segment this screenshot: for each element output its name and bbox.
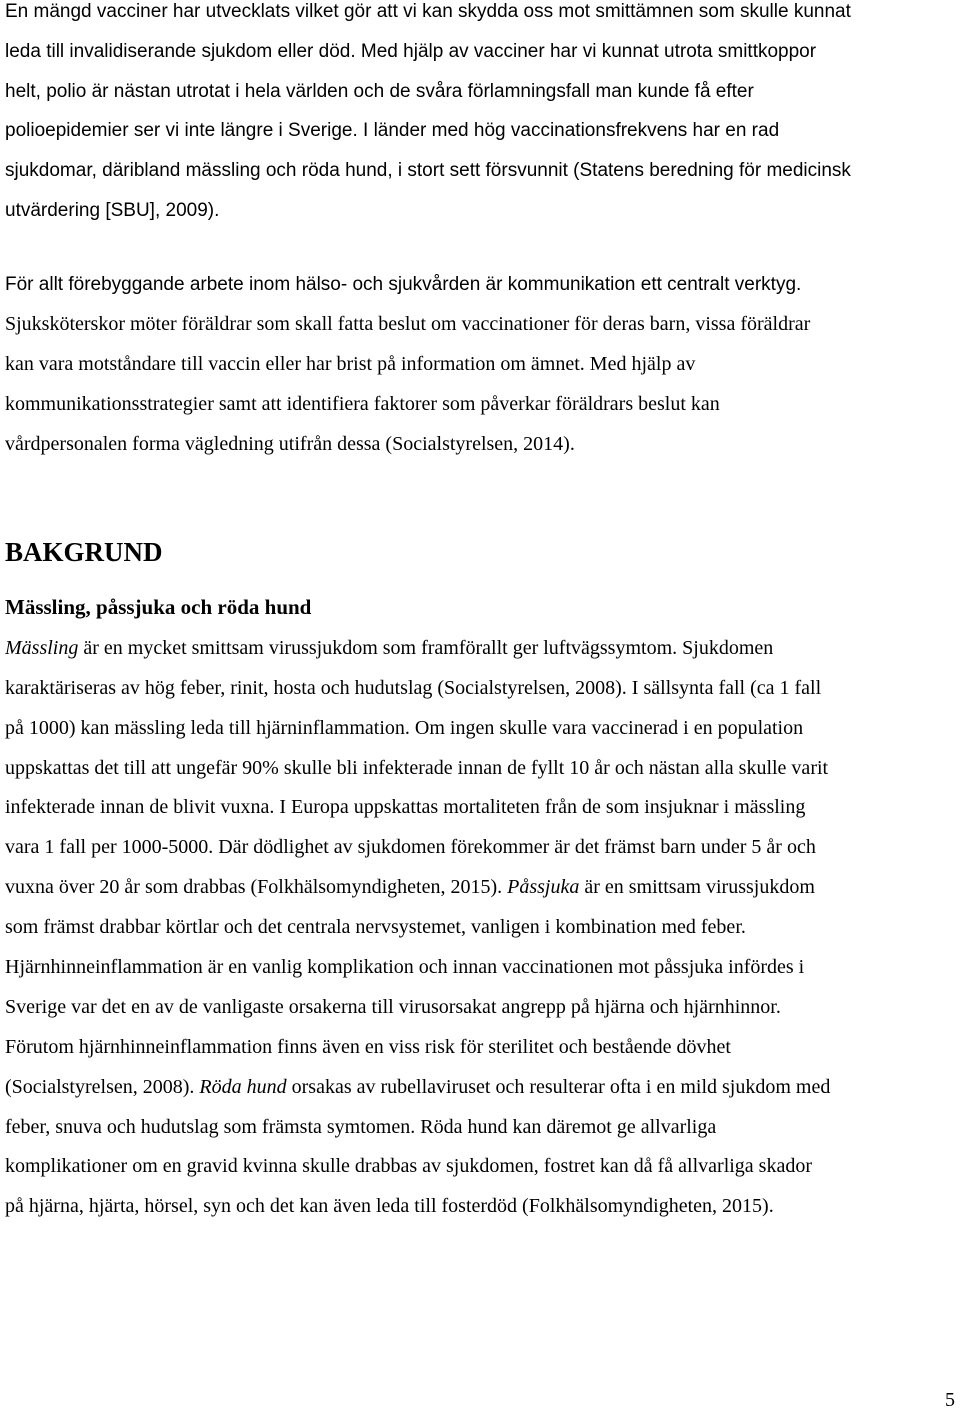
page-number: 5 <box>945 1389 955 1411</box>
communication-line-4: kommunikationsstrategier samt att identifiera faktorer som påverkar föräldrars beslut kan <box>5 393 720 415</box>
body-line-8: som främst drabbar körtlar och det centrala nervsystemet, vanligen i kombination med feber. <box>5 916 746 938</box>
term-passjuka: Påssjuka <box>507 876 580 898</box>
intro-line-1: En mängd vacciner har utvecklats vilket gör att vi kan skydda oss mot smittämnen som skulle kunnat <box>5 1 851 22</box>
intro-line-3: helt, polio är nästan utrotat i hela världen och de svåra förlamningsfall man kunde få efter <box>5 81 754 102</box>
body-line-12-pre: (Socialstyrelsen, 2008). <box>5 1076 200 1098</box>
intro-line-4: polioepidemier ser vi inte längre i Sverige. I länder med hög vaccinationsfrekvens har en rad <box>5 120 780 141</box>
intro-line-2: leda till invalidiserande sjukdom eller död. Med hjälp av vacciner har vi kunnat utrota smittkoppor <box>5 41 817 62</box>
body-line-10: Sverige var det en av de vanligaste orsakerna till virusorsakat angrepp på hjärna och hjärnhinnor. <box>5 996 781 1018</box>
body-line-15: på hjärna, hjärta, hörsel, syn och det kan även leda till fosterdöd (Folkhälsomyndigheten, 2015). <box>5 1195 774 1217</box>
body-line-14: komplikationer om en gravid kvinna skulle drabbas av sjukdomen, fostret kan då få allvarliga skador <box>5 1155 813 1177</box>
body-line-12 <box>5 1075 955 1099</box>
communication-line-5: vårdpersonalen forma vägledning utifrån dessa (Socialstyrelsen, 2014). <box>5 433 575 455</box>
body-line-7-pre: vuxna över 20 år som drabbas (Folkhälsomyndigheten, 2015). <box>5 876 508 898</box>
communication-line-3: kan vara motståndare till vaccin eller har brist på information om ämnet. Med hjälp av <box>5 353 696 375</box>
body-line-5: infekterade innan de blivit vuxna. I Europa uppskattas mortaliteten från de som insjuknar i mässling <box>5 796 806 818</box>
subsection-heading: Mässling, påssjuka och röda hund <box>5 595 312 619</box>
body-line-7-post: är en smittsam virussjukdom <box>579 876 815 898</box>
term-roda-hund: Röda hund <box>199 1076 287 1098</box>
body-line-2: karaktäriseras av hög feber, rinit, hosta och hudutslag (Socialstyrelsen, 2008). I sällsynta fall (ca 1 fall <box>5 677 822 699</box>
section-heading: BAKGRUND <box>5 537 163 567</box>
communication-line-1: För allt förebyggande arbete inom hälso- och sjukvården är kommunikation ett centralt verktyg. <box>5 274 802 295</box>
term-massling: Mässling <box>5 637 79 659</box>
communication-line-2: Sjuksköterskor möter föräldrar som skall fatta beslut om vaccinationer för deras barn, vissa föräldrar <box>5 313 811 335</box>
body-line-11: Förutom hjärnhinneinflammation finns även en viss risk för sterilitet och bestående dövhet <box>5 1036 731 1058</box>
body-line-6: vara 1 fall per 1000-5000. Där dödlighet av sjukdomen förekommer är det främst barn under 5 år och <box>5 836 816 858</box>
body-line-1 <box>5 636 955 660</box>
body-line-13: feber, snuva och hudutslag som främsta symtomen. Röda hund kan däremot ge allvarliga <box>5 1116 717 1138</box>
intro-line-5: sjukdomar, däribland mässling och röda hund, i stort sett försvunnit (Statens beredning för medicinsk <box>5 160 851 181</box>
body-line-1-text: är en mycket smittsam virussjukdom som framförallt ger luftvägssymtom. Sjukdomen <box>78 637 774 659</box>
body-line-12-post: orsakas av rubellaviruset och resulterar ofta i en mild sjukdom med <box>286 1076 831 1098</box>
body-line-4: uppskattas det till att ungefär 90% skulle bli infekterade innan de fyllt 10 år och nästan alla skulle varit <box>5 757 829 779</box>
intro-line-6: utvärdering [SBU], 2009). <box>5 200 220 221</box>
body-line-3: på 1000) kan mässling leda till hjärninflammation. Om ingen skulle vara vaccinerad i en population <box>5 717 804 739</box>
body-line-9: Hjärnhinneinflammation är en vanlig komplikation och innan vaccinationen mot påssjuka infördes i <box>5 956 805 978</box>
body-line-7 <box>5 875 955 899</box>
